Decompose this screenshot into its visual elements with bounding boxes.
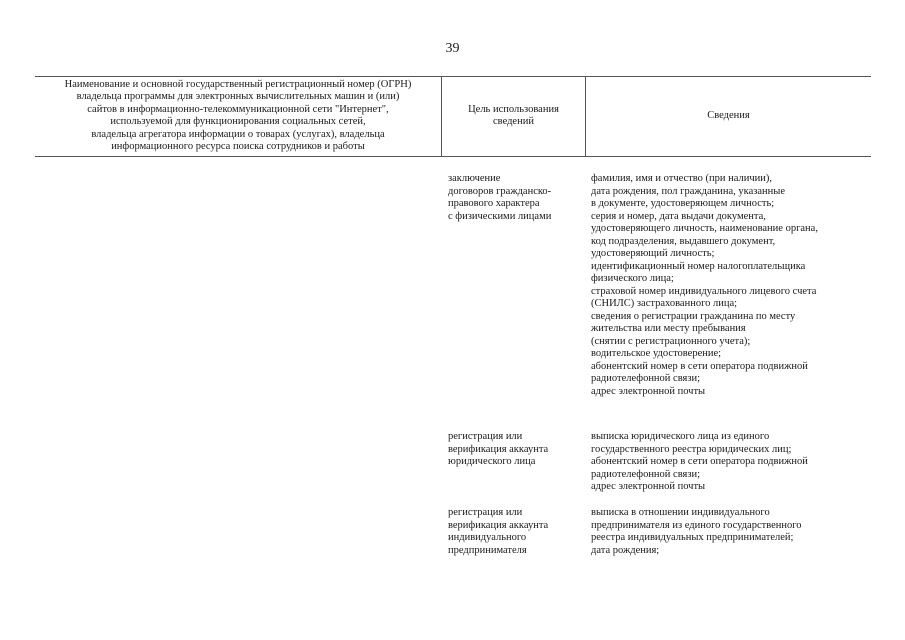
purpose-line: верификация аккаунта <box>448 443 549 455</box>
info-line: предпринимателя из единого государственного <box>591 519 802 531</box>
page-number: 39 <box>445 41 460 56</box>
row-3-info <box>591 507 866 557</box>
header-owner-name <box>35 77 441 155</box>
info-line: абонентский номер в сети оператора подвижной <box>591 456 808 467</box>
info-line: сведения о регистрации гражданина по месту <box>591 310 796 322</box>
info-line: адрес электронной почты <box>591 481 706 492</box>
purpose-line: правового характера <box>448 198 540 209</box>
header-info-text: Сведения <box>707 109 750 121</box>
purpose-line: верификация аккаунта <box>448 519 549 531</box>
header-purpose <box>442 77 585 155</box>
info-line: (снятии с регистрационного учета); <box>591 335 751 347</box>
header-info <box>586 77 871 155</box>
purpose-line: регистрация или <box>448 431 523 442</box>
info-line: физического лица; <box>591 273 674 284</box>
info-line: радиотелефонной связи; <box>591 373 701 384</box>
row-1-info <box>591 173 866 398</box>
purpose-line: регистрация или <box>448 507 523 518</box>
row-2-purpose <box>448 431 578 469</box>
info-line: фамилия, имя и отчество (при наличии), <box>591 173 773 184</box>
header-purpose-text: Цель использования сведений <box>468 103 559 127</box>
row-1-purpose <box>448 173 578 223</box>
info-line: государственного реестра юридических лиц; <box>591 443 792 455</box>
info-line: страховой номер индивидуального лицевого счета <box>591 285 817 297</box>
row-2-info <box>591 431 866 494</box>
info-line: абонентский номер в сети оператора подвижной <box>591 360 808 372</box>
info-line: в документе, удостоверяющем личность; <box>591 198 775 209</box>
header-owner-name-text: Наименование и основной государственный регистрационный номер (ОГРН) владельца программы для электронных вычислительных машин и (или) сайтов в информационно-телекоммуникационной сети "Интернет", используемой для функционирования социальных сетей, владельца агрегатора информации о товарах (услугах), владельца информационного ресурса поиска сотрудников и работы <box>64 78 412 152</box>
purpose-line: заключение <box>448 173 501 184</box>
info-line: удостоверяющего личность, наименование органа, <box>591 223 818 234</box>
info-line: водительское удостоверение; <box>591 348 722 359</box>
row-3-purpose <box>448 507 578 557</box>
info-line: адрес электронной почты <box>591 385 706 397</box>
info-line: выписка юридического лица из единого <box>591 431 770 442</box>
purpose-line: договоров гражданско- <box>448 185 552 197</box>
purpose-line: с физическими лицами <box>448 210 552 222</box>
header-bottom-border <box>35 156 871 157</box>
info-line: идентификационный номер налогоплательщика <box>591 260 806 272</box>
info-line: дата рождения; <box>591 544 660 556</box>
info-line: дата рождения, пол гражданина, указанные <box>591 185 785 197</box>
purpose-line: юридического лица <box>448 456 536 467</box>
info-line: реестра индивидуальных предпринимателей; <box>591 532 794 543</box>
purpose-line: предпринимателя <box>448 544 527 556</box>
purpose-line: индивидуального <box>448 532 527 543</box>
info-line: код подразделения, выдавшего документ, <box>591 235 776 247</box>
info-line: радиотелефонной связи; <box>591 468 701 480</box>
info-line: выписка в отношении индивидуального <box>591 507 770 518</box>
info-line: (СНИЛС) застрахованного лица; <box>591 298 738 309</box>
info-line: серия и номер, дата выдачи документа, <box>591 210 766 222</box>
info-line: жительства или месту пребывания <box>591 323 746 334</box>
info-line: удостоверяющий личность; <box>591 248 715 259</box>
